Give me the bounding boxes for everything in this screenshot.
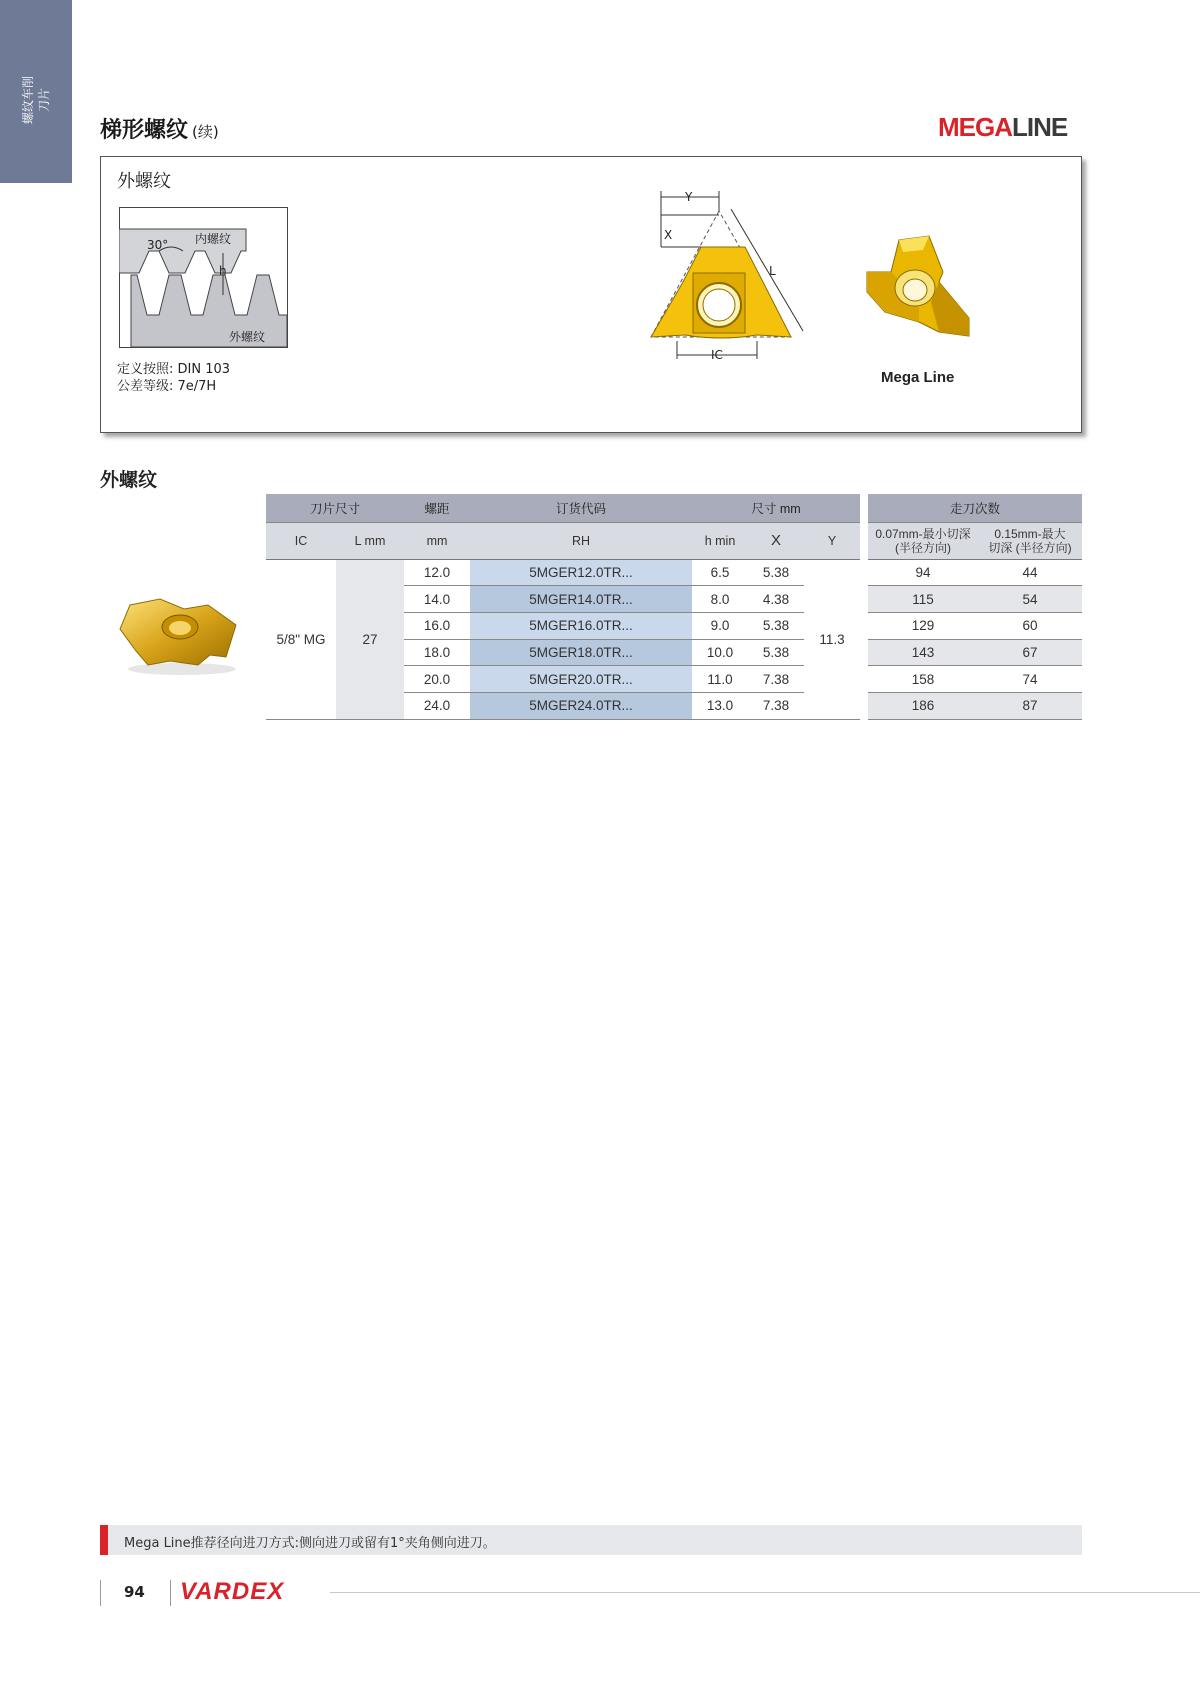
x-cell: 5.38: [748, 612, 804, 639]
footer-rule: [330, 1592, 1200, 1593]
side-tab: [0, 0, 72, 183]
pass1-cell: 94: [868, 559, 978, 586]
pass1-cell: 115: [868, 586, 978, 613]
y-value: 11.3: [804, 559, 860, 719]
col-header-mm: mm: [404, 522, 470, 559]
order-code-cell: 5MGER12.0TR...: [470, 559, 692, 586]
megaline-logo: MEGALINE: [938, 112, 1068, 142]
title-suffix: (续): [192, 123, 219, 141]
order-code-cell: 5MGER24.0TR...: [470, 692, 692, 719]
side-tab-text: 螺纹车削 刀片: [21, 75, 51, 125]
hmin-cell: 13.0: [692, 692, 748, 719]
col-header-y: Y: [804, 522, 860, 559]
pitch-cell: 16.0: [404, 612, 470, 639]
x-cell: 5.38: [748, 639, 804, 666]
col-header-pass1: 0.07mm-最小切深 (半径方向): [868, 522, 978, 559]
group-header-passes: 走刀次数: [868, 494, 1082, 522]
x-cell: 7.38: [748, 692, 804, 719]
insert-data-table: [266, 494, 1082, 720]
pitch-cell: 20.0: [404, 666, 470, 693]
section-title: 外螺纹: [100, 469, 158, 491]
note-bar: [100, 1525, 1082, 1555]
pitch-cell: 14.0: [404, 586, 470, 613]
vardex-logo: VARDEX: [180, 1578, 285, 1605]
pass1-cell: 186: [868, 692, 978, 719]
dim-y-label: Y: [685, 190, 693, 204]
hmin-cell: 8.0: [692, 586, 748, 613]
definition-text: 定义按照: DIN 103 公差等级: 7e/7H: [117, 362, 231, 394]
group-header-order-code: 订货代码: [470, 494, 692, 522]
col-header-x: X: [748, 522, 804, 559]
group-header-insert-size: 刀片尺寸: [266, 494, 404, 522]
spec-box: [100, 156, 1082, 433]
pass2-cell: 54: [978, 586, 1082, 613]
spec-box-title: 外螺纹: [117, 171, 171, 192]
col-header-rh: RH: [470, 522, 692, 559]
footer-divider: [170, 1580, 171, 1606]
group-header-dimensions: 尺寸 mm: [692, 494, 860, 522]
hmin-cell: 11.0: [692, 666, 748, 693]
pitch-cell: 24.0: [404, 692, 470, 719]
l-value: 27: [336, 559, 404, 719]
pass1-cell: 143: [868, 639, 978, 666]
insert-product-image: [118, 595, 246, 677]
ic-value: 5/8" MG: [266, 559, 336, 719]
x-cell: 7.38: [748, 666, 804, 693]
col-header-hmin: h min: [692, 522, 748, 559]
pass1-cell: 158: [868, 666, 978, 693]
profile-internal-label: 内螺纹: [195, 232, 232, 246]
col-header-l: L mm: [336, 522, 404, 559]
thread-profile-diagram: [119, 207, 289, 349]
footer-divider: [100, 1580, 101, 1606]
page-number: 94: [124, 1583, 145, 1601]
order-code-cell: 5MGER18.0TR...: [470, 639, 692, 666]
pitch-cell: 18.0: [404, 639, 470, 666]
hmin-cell: 10.0: [692, 639, 748, 666]
dim-l-label: L: [769, 264, 776, 278]
group-header-pitch: 螺距: [404, 494, 470, 522]
order-code-cell: 5MGER16.0TR...: [470, 612, 692, 639]
table-row: [266, 559, 1082, 586]
dim-ic-label: IC: [711, 348, 723, 362]
x-cell: 4.38: [748, 586, 804, 613]
hmin-cell: 6.5: [692, 559, 748, 586]
profile-external-label: 外螺纹: [229, 330, 266, 344]
hmin-cell: 9.0: [692, 612, 748, 639]
pass2-cell: 60: [978, 612, 1082, 639]
dim-x-label: X: [664, 228, 673, 242]
pass2-cell: 44: [978, 559, 1082, 586]
note-accent: [100, 1525, 108, 1555]
mega-line-label: Mega Line: [881, 369, 955, 386]
pass2-cell: 67: [978, 639, 1082, 666]
pass1-cell: 129: [868, 612, 978, 639]
pitch-cell: 12.0: [404, 559, 470, 586]
pass2-cell: 87: [978, 692, 1082, 719]
profile-angle-label: 30°: [147, 238, 169, 252]
col-header-pass2: 0.15mm-最大 切深 (半径方向): [978, 522, 1082, 559]
insert-dimension-drawing: [641, 187, 831, 367]
col-header-ic: IC: [266, 522, 336, 559]
note-text: Mega Line推荐径向进刀方式:侧向进刀或留有1°夹角侧向进刀。: [124, 1536, 496, 1551]
order-code-cell: 5MGER20.0TR...: [470, 666, 692, 693]
order-code-cell: 5MGER14.0TR...: [470, 586, 692, 613]
page-title: 梯形螺纹 (续): [100, 118, 219, 143]
profile-h-label: h: [219, 264, 227, 278]
pass2-cell: 74: [978, 666, 1082, 693]
x-cell: 5.38: [748, 559, 804, 586]
insert-isometric-image: [861, 232, 981, 362]
